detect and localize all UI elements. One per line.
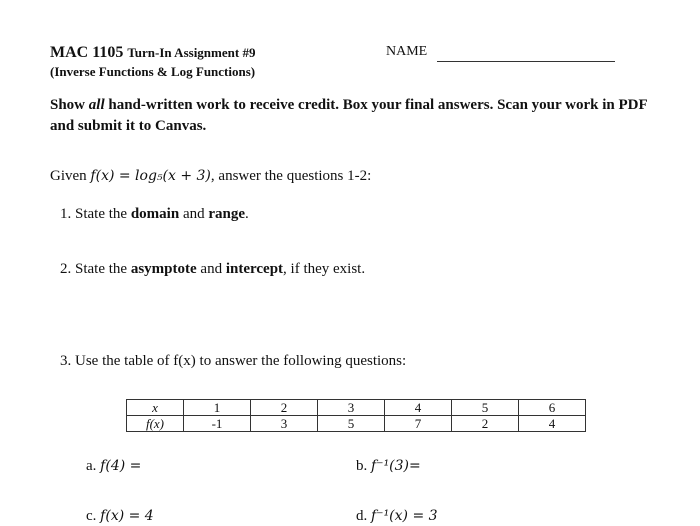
table-header-fx: f(x): [127, 416, 184, 432]
subquestion-c: [86, 508, 154, 525]
question-number: 1.: [60, 206, 72, 222]
subquestion-expr: f(x) = 4: [100, 508, 154, 524]
name-label: NAME: [386, 44, 428, 59]
table-cell: 2: [251, 400, 318, 416]
table-cell: 7: [385, 416, 452, 432]
table-cell: -1: [184, 416, 251, 432]
question-number: 3.: [60, 353, 72, 369]
assignment-name: Turn-In Assignment #9: [127, 45, 256, 60]
table-cell: 4: [385, 400, 452, 416]
function-table: [126, 399, 586, 432]
table-row-fx: [127, 416, 586, 432]
table-cell: 3: [318, 400, 385, 416]
instructions: Show all hand-written work to receive credit. Box your final answers. Scan your work in PDF and submit it to Canvas.: [50, 97, 648, 134]
subquestion-b: [356, 458, 421, 475]
given-statement: [50, 168, 371, 185]
question-text: and: [179, 206, 209, 222]
subquestion-d: [356, 508, 438, 525]
name-blank-line: [437, 61, 615, 62]
question-text: State the: [75, 206, 131, 222]
subquestion-label: d.: [356, 508, 368, 524]
subquestion-expr: f⁻¹(x) = 3: [371, 508, 438, 524]
given-function: f(x) = log₅(x + 3): [90, 168, 211, 184]
assignment-title: [50, 44, 255, 62]
keyword-intercept: intercept: [225, 261, 284, 277]
table-cell: 4: [519, 416, 586, 432]
subquestion-expr: f(4) =: [100, 458, 142, 474]
table-header-x: x: [127, 400, 184, 416]
question-text: and: [196, 261, 226, 277]
keyword-asymptote: asymptote: [130, 261, 197, 277]
question-text: , if they exist.: [283, 261, 366, 277]
subquestion-label: b.: [356, 458, 368, 474]
given-prefix: Given: [50, 168, 91, 184]
given-suffix: , answer the questions 1-2:: [210, 168, 372, 184]
table-row-x: [127, 400, 586, 416]
question-number: 2.: [60, 261, 72, 277]
keyword-domain: domain: [130, 206, 180, 222]
question-1: [60, 206, 249, 223]
table-cell: 6: [519, 400, 586, 416]
question-text: .: [245, 206, 249, 222]
table-cell: 1: [184, 400, 251, 416]
table-cell: 5: [318, 416, 385, 432]
subquestion-label: a.: [86, 458, 97, 474]
course-code: MAC 1105: [50, 44, 124, 61]
subquestion-expr: f⁻¹(3)=: [371, 458, 421, 474]
subquestion-label: c.: [86, 508, 97, 524]
keyword-range: range: [208, 206, 246, 222]
question-3: [60, 353, 406, 370]
subquestion-a: [86, 458, 141, 475]
table-cell: 3: [251, 416, 318, 432]
table-cell: 2: [452, 416, 519, 432]
assignment-subtitle: (Inverse Functions & Log Functions): [50, 64, 256, 79]
question-text: State the: [75, 261, 131, 277]
question-2: [60, 261, 365, 278]
table-cell: 5: [452, 400, 519, 416]
question-text: Use the table of f(x) to answer the following questions:: [75, 353, 407, 369]
